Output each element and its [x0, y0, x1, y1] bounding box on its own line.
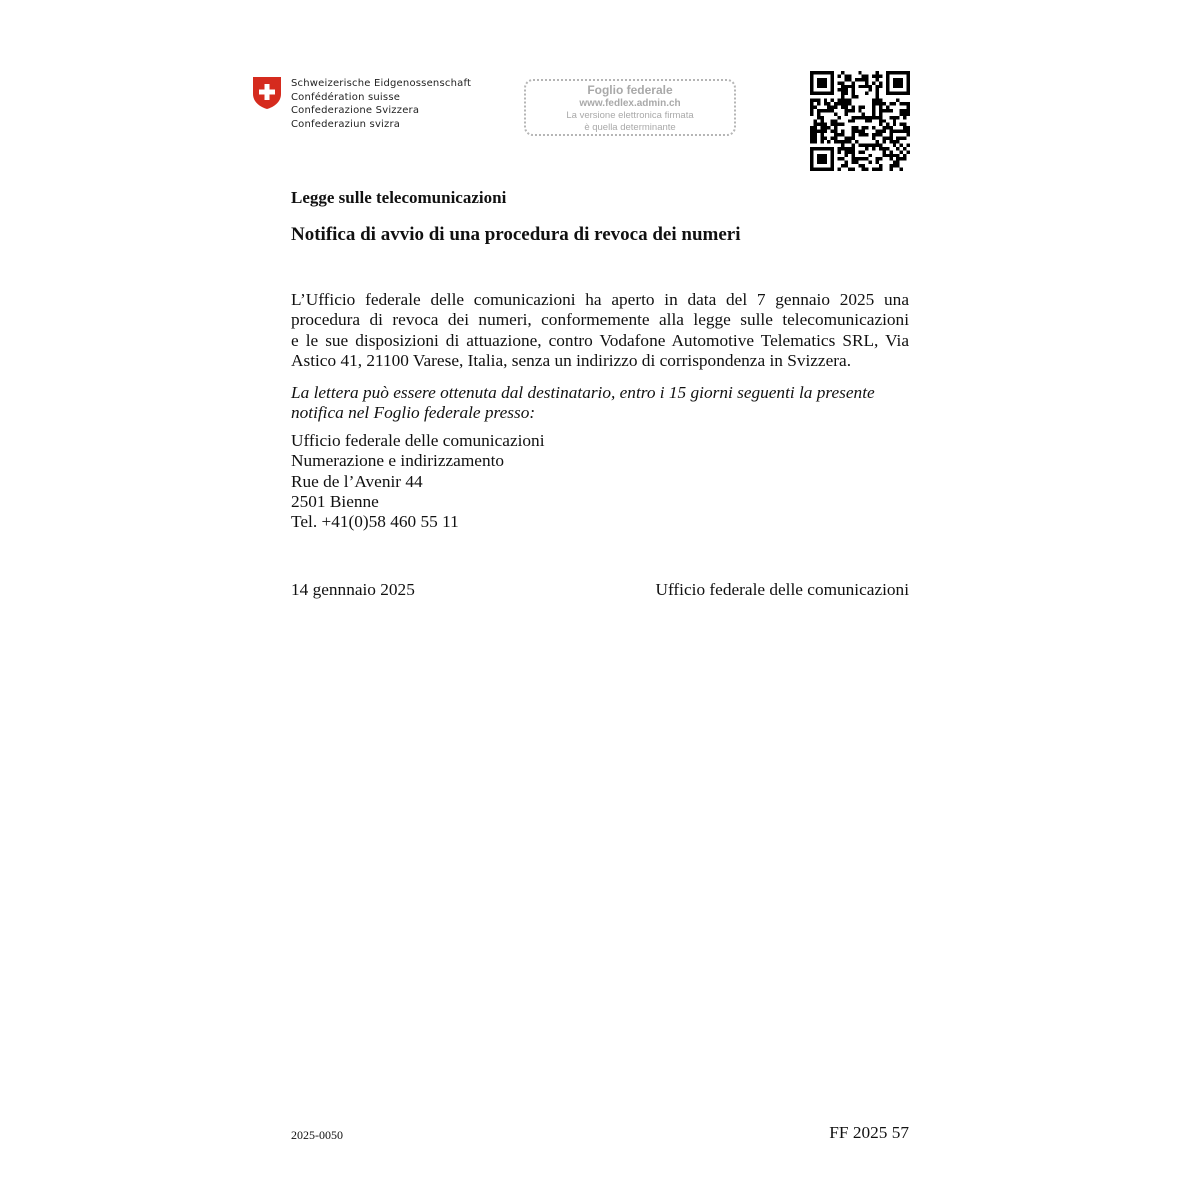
stamp-line-1: La versione elettronica firmata: [566, 110, 694, 121]
swiss-cross-icon: [252, 76, 282, 110]
document-title: Notifica di avvio di una procedura di revoca dei numeri: [291, 224, 741, 245]
signature-authority: Ufficio federale delle comunicazioni: [655, 580, 909, 599]
confederation-names: [291, 77, 471, 131]
address-phone: Tel. +41(0)58 460 55 11: [291, 512, 459, 532]
address-line: Numerazione e indirizzamento: [291, 451, 505, 471]
confederation-line-rm: Confederaziun svizra: [291, 118, 401, 130]
body-line: procedura di revoca dei numeri, conformemente alla legge sulle telecomunicazioni: [291, 310, 909, 330]
footer-reference: 2025-0050: [291, 1128, 343, 1142]
stamp-url: www.fedlex.admin.ch: [579, 98, 681, 109]
address-line: Ufficio federale delle comunicazioni: [291, 431, 545, 450]
body-line: Astico 41, 21100 Varese, Italia, senza un indirizzo di corrispondenza in Svizzera.: [291, 350, 852, 370]
stamp-title: Foglio federale: [587, 83, 673, 97]
body-line: L’Ufficio federale delle comunicazioni ha aperto in data del 7 gennaio 2025 una: [291, 290, 909, 309]
address-line: Rue de l’Avenir 44: [291, 471, 423, 491]
footer-citation: FF 2025 57: [829, 1123, 909, 1142]
signature-date: 14 gennnaio 2025: [291, 580, 415, 599]
confederation-line-fr: Confédération suisse: [291, 91, 401, 103]
qr-code-icon: [810, 71, 910, 171]
body-line: e le sue disposizioni di attuazione, contro Vodafone Automotive Telematics SRL, Via: [291, 330, 909, 350]
confederation-line-de: Schweizerische Eidgenossenschaft: [291, 78, 472, 89]
notice-italic: La lettera può essere ottenuta dal destinatario, entro i 15 giorni seguenti la presente notifica nel Foglio federale presso:: [291, 383, 875, 423]
address-block: [291, 431, 545, 532]
address-line: 2501 Bienne: [291, 491, 379, 511]
official-stamp: [524, 79, 736, 136]
body-paragraph: [291, 290, 909, 371]
document-subject: Legge sulle telecomunicazioni: [291, 188, 507, 207]
confederation-line-it: Confederazione Svizzera: [291, 105, 420, 116]
stamp-line-2: è quella determinante: [584, 121, 676, 133]
